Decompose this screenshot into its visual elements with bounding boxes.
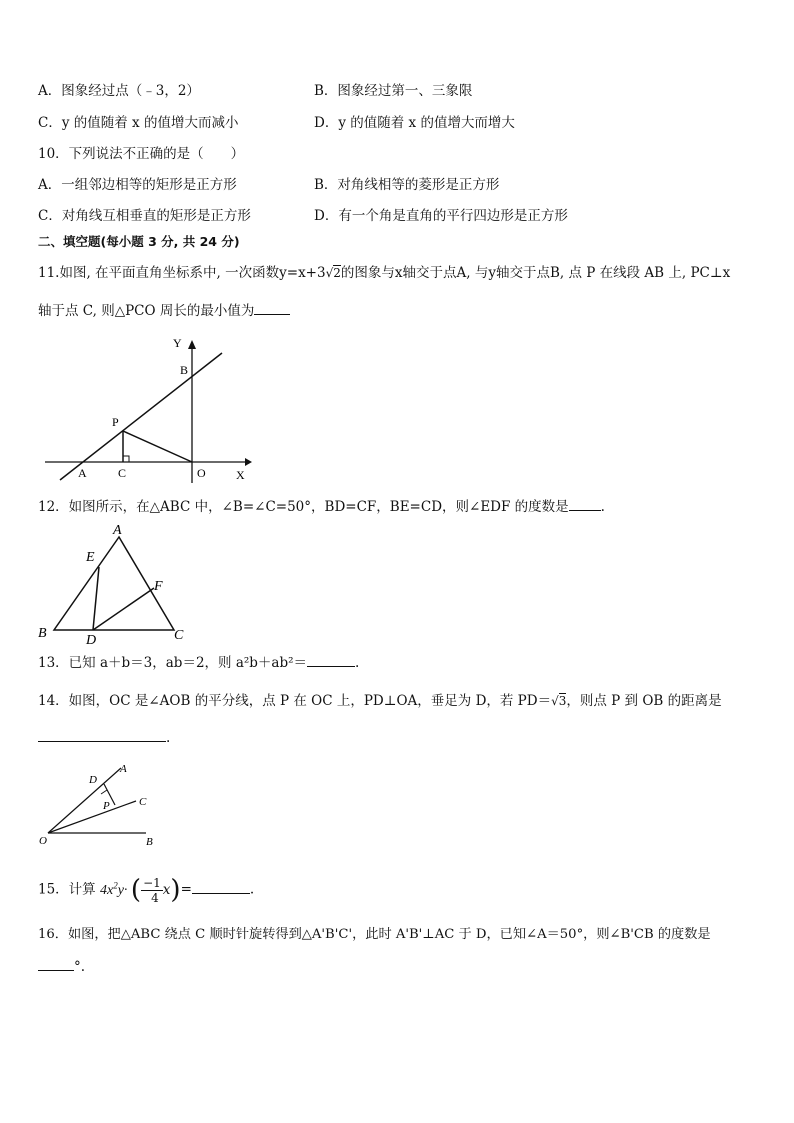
q14-label-c: C — [139, 796, 147, 808]
q11-line1 — [38, 264, 730, 282]
q14-label-b: B — [146, 836, 153, 848]
q11-figure — [40, 335, 270, 485]
q13-text: 13．已知 a＋b＝3，ab＝2，则 a²b＋ab²＝ — [38, 655, 308, 671]
q14-label-a: A — [120, 763, 127, 775]
q14-answer-blank[interactable] — [38, 729, 166, 742]
q11-label-b: B — [180, 363, 189, 377]
q10-option-a: A．一组邻边相等的矩形是正方形 — [38, 177, 237, 193]
q13-answer-blank[interactable] — [307, 654, 355, 667]
q14-text-b: ，则点 P 到 OB 的距离是 — [566, 693, 722, 709]
q12-text: 12．如图所示，在△ABC 中，∠B=∠C=50°，BD=CF，BE=CD，则∠EDF 的度数是 — [38, 499, 569, 515]
q11-label-p: P — [112, 415, 119, 429]
q11-answer-blank[interactable] — [254, 302, 290, 315]
q14-label-d: D — [89, 774, 97, 786]
q9-option-b: B．图象经过第一、三象限 — [314, 83, 473, 99]
q10-stem: 10．下列说法不正确的是（ ） — [38, 146, 245, 162]
q11-text-a: 11.如图, 在平面直角坐标系中, 一次函数y=x+3 — [38, 265, 326, 281]
q11-text-b: 的图象与x轴交于点A, 与y轴交于点B, 点 P 在线段 AB 上, PC⊥x — [340, 265, 731, 281]
q15-expression: $4x^2y\cdot$ — [99, 880, 128, 898]
q11-label-x: X — [236, 468, 245, 482]
q15-var: x — [162, 882, 171, 899]
q16-line2 — [38, 958, 85, 976]
q14-line1 — [38, 692, 722, 710]
q13-line — [38, 654, 359, 672]
q12-line — [38, 498, 605, 516]
q15-text: 15．计算 — [38, 881, 96, 898]
q15-end: . — [249, 881, 255, 898]
q12-label-e: E — [86, 550, 95, 565]
q16-end: °. — [74, 959, 86, 975]
q14-text-a: 14．如图，OC 是∠AOB 的平分线，点 P 在 OC 上，PD⊥OA，垂足为 D，若 PD＝ — [38, 693, 552, 709]
q12-label-b: B — [38, 626, 47, 641]
q14-sqrt: √3 — [551, 694, 567, 708]
q15-answer-blank[interactable] — [192, 881, 250, 894]
q15-line: 15．计算 $4x^2y\cdot$ ( $\frac{-1}{4}$ x)= . — [38, 875, 255, 906]
q11-sqrt: √2 — [325, 266, 341, 280]
q9-option-d: D．y 的值随着 x 的值增大而增大 — [314, 115, 515, 131]
q11-label-a: A — [78, 466, 87, 480]
q12-answer-blank[interactable] — [569, 498, 601, 511]
q10-option-b: B．对角线相等的菱形是正方形 — [314, 177, 500, 193]
q14-label-o: O — [39, 835, 47, 847]
q11-label-y: Y — [173, 336, 182, 350]
q9-option-c: C．y 的值随着 x 的值增大而减小 — [38, 115, 239, 131]
q9-option-a: A．图象经过点（﹣3，2） — [38, 83, 200, 99]
q12-figure — [36, 520, 196, 645]
q13-end: . — [355, 655, 360, 671]
q16-line1: 16．如图，把△ABC 绕点 C 顺时针旋转得到△A'B'C'，此时 A'B'⊥AC 于 D，已知∠A＝50°，则∠B'CB 的度数是 — [38, 927, 711, 942]
q11-label-o: O — [197, 466, 206, 480]
q12-label-c: C — [174, 628, 184, 643]
q11-label-c: C — [118, 466, 127, 480]
q12-label-f: F — [154, 579, 163, 594]
section-title-fill-in: 二、填空题(每小题 3 分, 共 24 分) — [38, 234, 240, 249]
q11-text-line2: 轴于点 C, 则△PCO 周长的最小值为 — [38, 303, 255, 319]
q16-answer-blank[interactable] — [38, 958, 74, 971]
q14-line2 — [38, 729, 170, 747]
q10-option-c: C．对角线互相垂直的矩形是正方形 — [38, 208, 251, 224]
q15-paren-group: ( — [130, 875, 142, 906]
q11-line2 — [38, 302, 290, 320]
q12-label-a: A — [113, 523, 122, 538]
q14-label-p: P — [103, 800, 110, 812]
q10-option-d: D．有一个角是直角的平行四边形是正方形 — [314, 208, 568, 224]
q12-end: . — [600, 499, 605, 515]
q14-end: . — [166, 730, 171, 746]
q14-figure — [36, 760, 176, 850]
q12-label-d: D — [86, 633, 97, 645]
q15-equals: = — [180, 881, 192, 898]
q15-fraction: $\frac{-1}{4}$ — [143, 875, 161, 905]
